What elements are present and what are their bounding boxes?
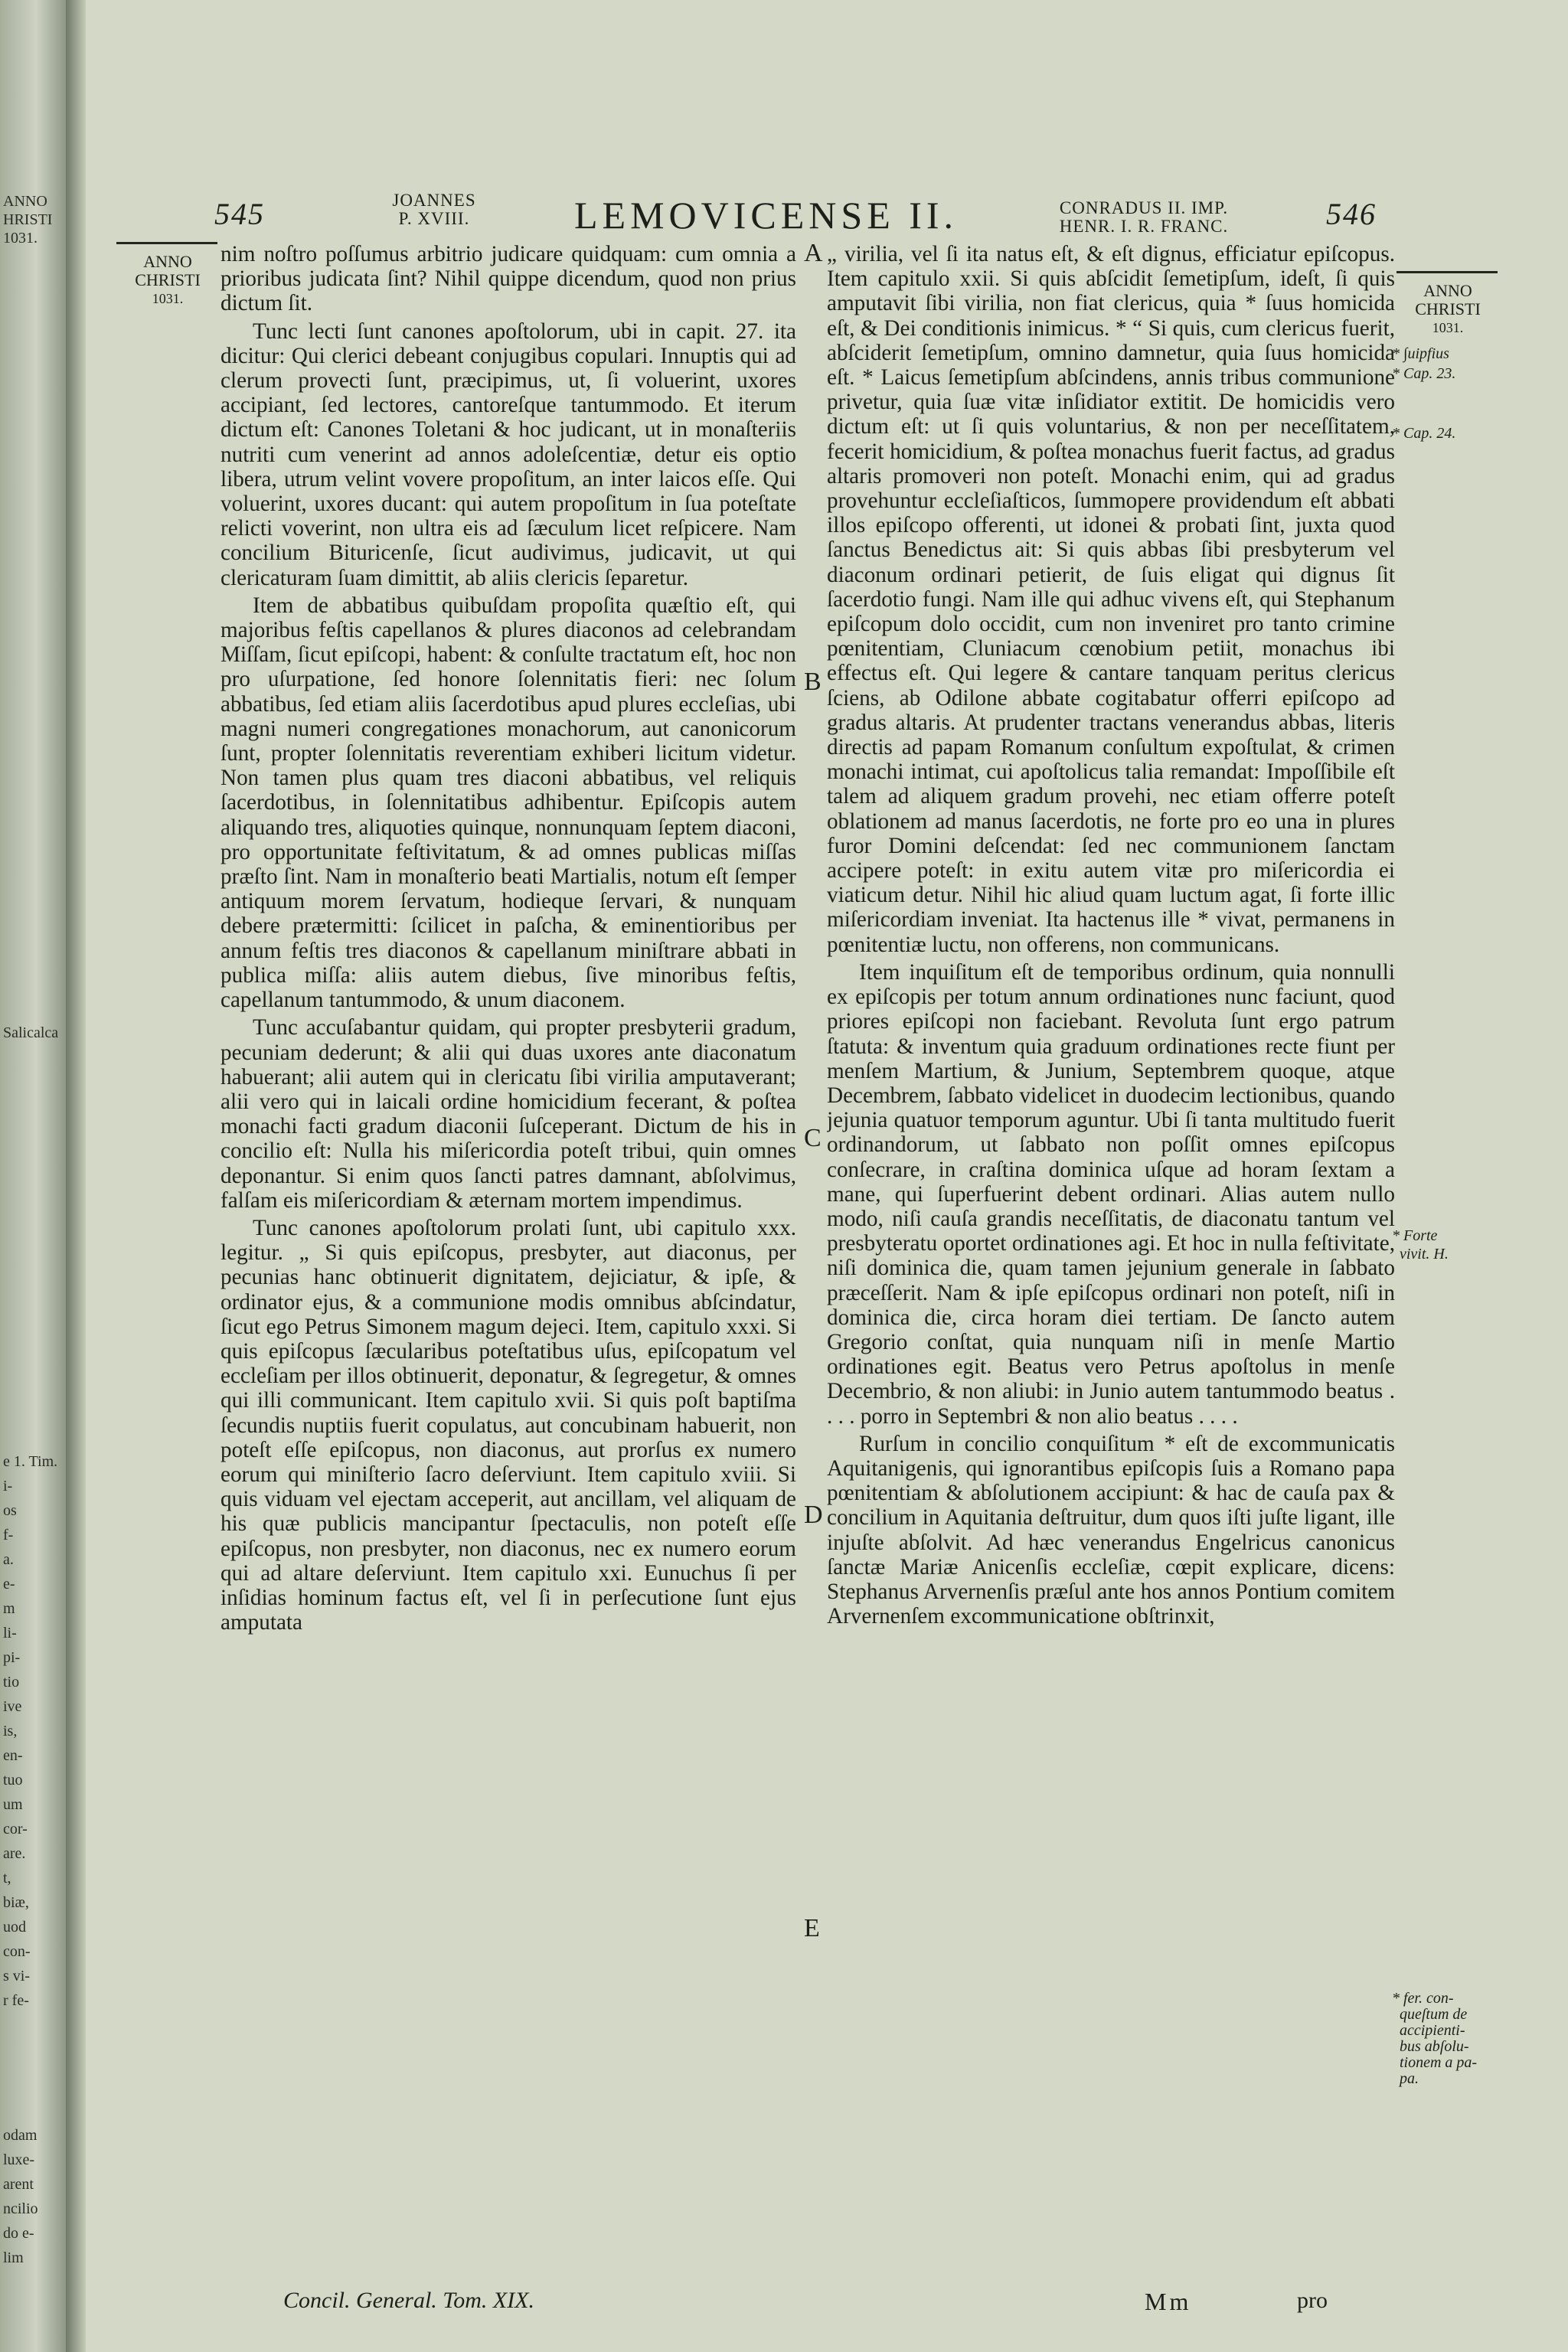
prev-page-fragment: r fe- bbox=[3, 1992, 29, 2009]
footer-volume: Concil. General. Tom. XIX. bbox=[283, 2288, 535, 2313]
previous-page-edge bbox=[0, 0, 66, 2352]
prev-page-fragment: are. bbox=[3, 1845, 26, 1862]
prev-page-fragment: t, bbox=[3, 1870, 11, 1886]
prev-page-fragment: e- bbox=[3, 1576, 15, 1592]
book-page bbox=[86, 0, 1568, 2352]
section-letter-d: D bbox=[804, 1501, 823, 1529]
prev-page-fragment: lim bbox=[3, 2249, 24, 2266]
prev-page-fragment: arent bbox=[3, 2176, 34, 2193]
book-gutter bbox=[66, 0, 86, 2352]
margin-note: * Cap. 24. bbox=[1392, 425, 1456, 442]
prev-page-fragment: tuo bbox=[3, 1772, 23, 1788]
header-pope-number: P. XVIII. bbox=[398, 209, 470, 228]
prev-page-fragment: con- bbox=[3, 1943, 31, 1960]
prev-page-fragment: m bbox=[3, 1600, 15, 1617]
left-text-column bbox=[220, 242, 796, 2271]
margin-note: * Forte bbox=[1392, 1227, 1438, 1244]
prev-page-fragment: i- bbox=[3, 1478, 13, 1494]
prev-page-fragment: en- bbox=[3, 1747, 23, 1764]
margin-note: * fer. con- bbox=[1392, 1990, 1454, 2007]
header-king: HENR. I. R. FRANC. bbox=[1059, 217, 1229, 236]
prev-page-fragment: s vi- bbox=[3, 1968, 30, 1984]
prev-page-fragment: ncilio bbox=[3, 2200, 38, 2217]
margin-year: 1031. bbox=[152, 291, 184, 306]
signature-mark: Mm bbox=[1145, 2288, 1192, 2315]
catchword: pro bbox=[1297, 2288, 1328, 2313]
margin-christi: CHRISTI bbox=[135, 270, 201, 289]
margin-year-right bbox=[1398, 282, 1498, 337]
paragraph: Item inquiſitum eſt de temporibus ordinum, quia nonnulli ex epiſcopis per totum annum ordinationes nunc faciunt, quod priores epiſcopi non faciebant. Revoluta ſunt ergo patrum ſtatuta: & inventum quia graduum ordinationes recte fiunt per menſem Martium, & Junium, Septembrem quoque, atque Decembrem, ſabbato videlicet in duodecim lectionibus, quando jejunia quatuor temporum aguntur. Ubi ſi tanta multitudo fuerit ordinandorum, ut ſabbato non poſſit omnes epiſcopus conſecrare, in craſtina dominica uſque ad horam ſextam a mane, qui ſuperfuerint debent ordinari. Alias autem nullo modo, niſi cauſa grandis neceſſitatis, de diaconatu tantum vel presbyteratu oportet ordinationes agi. Et hoc in nulla feſtivitate, niſi dominica die, quam tamen jejunium generale in ſabbato præceſſerit. Nam & ipſe epiſcopus ordinari non poteſt, niſi in dominica die, circa horam diei tertiam. De ſancto autem Gregorio conſtat, quia nunquam niſi in menſe Martio ordinationes egit. Beatus vero Petrus apoſtolus in menſe Decembrio, & non aliubi: in Junio autem tantummodo beatus . . . . porro in Septembri & non alio beatus . . . . bbox=[827, 959, 1395, 1429]
paragraph: Item de abbatibus quibuſdam propoſita quæſtio eſt, qui majoribus feſtis capellanos & plures diaconos ad celebrandam Miſſam, ſicut epiſcopi, habent: & conſulte tractatum eſt, hoc non pro uſurpatione, ſed honore ſolennitatis fieri: nec ſolum abbatibus, ſed etiam aliis ſacerdotibus apud plures eccleſias, ubi magni numeri congregationes monachorum, aut canonicorum ſunt, propter ſolennitatis reverentiam exhiberi licitum videtur. Non tamen plus quam tres diaconi abbatibus, vel reliquis ſacerdotibus, in ſolennitatibus adhibentur. Epiſcopis autem aliquando tres, aliquoties quinque, nonnunquam ſeptem diaconi, pro opportunitate feſtivitatum, & ad omnes publicas miſſas præſto ſint. Nam in monaſterio beati Martialis, notum eſt ſemper antiquum morem ſervatum, hodieque ſervari, & nunquam debere prætermitti: ſcilicet in paſcha, & eminentioribus per annum feſtis tres diaconos & capellanum miniſtrare abbati in publica miſſa: aliis autem diebus, ſive minoribus feſtis, capellanum tantummodo, & unum diaconem. bbox=[220, 593, 796, 1013]
margin-anno: ANNO bbox=[143, 252, 192, 271]
margin-note: vivit. H. bbox=[1400, 1246, 1449, 1263]
prev-page-fragment: os bbox=[3, 1502, 17, 1519]
margin-note: queſtum de bbox=[1400, 2006, 1468, 2023]
paragraph: Tunc accuſabantur quidam, qui propter presbyterii gradum, pecuniam dederunt; & alii qui duas uxores ante diaconatum habuerant; alii autem qui in clericatu ſibi virilia amputaverant; alii vero qui in laicali ordine homicidium fecerant, & poſtea monachi facti gradum diaconii ſuſceperant. Dictum de his in concilio eſt: Nulla his miſericordia poteſt tribui, quin omnes deponantur. Si enim quos ſancti patres damnant, abſolvimus, falſam eis miſericordiam & æternam mortem impendimus. bbox=[220, 1015, 796, 1213]
section-letter-e: E bbox=[804, 1914, 820, 1942]
prev-page-fragment: f- bbox=[3, 1527, 14, 1544]
prev-page-fragment: Salicalca bbox=[3, 1024, 59, 1041]
left-margin-rule bbox=[116, 242, 217, 244]
prev-page-fragment: cor- bbox=[3, 1821, 28, 1838]
margin-note: tionem a pa- bbox=[1400, 2054, 1478, 2071]
right-text-column bbox=[827, 242, 1395, 2271]
prev-page-fragment: li- bbox=[3, 1625, 17, 1642]
page-number-left: 545 bbox=[214, 197, 265, 231]
section-letter-c: C bbox=[804, 1124, 822, 1152]
paragraph: Rurſum in concilio conquiſitum * eſt de excommunicatis Aquitanigenis, qui ignorantibus epiſcopis ſuis a Romano papa pœnitentiam & abſolutionem accipiunt: & hac de cauſa pax & concilium in Aquitania deſtruitur, dum quos iſti juſte ligant, ille injuſte abſolvit. Ad hæc venerandus Engelricus canonicus ſanctæ Mariæ Anicenſis eccleſiæ, cœpit explicare, dicens: Stephanus Arvernenſis præſul ante hos annos Pontium comitem Arvernenſem excommunicatione obſtrinxit, bbox=[827, 1431, 1395, 1629]
prev-page-fragment: ANNO bbox=[3, 193, 47, 210]
margin-note: pa. bbox=[1400, 2070, 1419, 2087]
header-pope bbox=[377, 191, 492, 228]
prev-page-fragment: biæ, bbox=[3, 1894, 29, 1911]
right-margin-rule bbox=[1396, 271, 1498, 273]
section-letter-b: B bbox=[804, 668, 822, 696]
paragraph: „ virilia, vel ſi ita natus eſt, & eſt dignus, efficiatur epiſcopus. Item capitulo xxii. Si quis abſcidit ſemetipſum, ideſt, ſi quis amputavit ſibi virilia, non fiat clericus, quia * ſuus homicida eſt, & Dei conditionis inimicus. * “ Si quis, cum clericus fuerit, abſciderit ſemetipſum, omnino damnetur, quia ſuus homicida eſt. * Laicus ſemetipſum abſcindens, annis tribus communione privetur, quia ſuæ vitæ inſidiator extitit. De homicidis vero dictum eſt: ut ſi quis voluntarius, & non per neceſſitatem, fecerit homicidium, & poſtea monachus fuerit factus, ad gradus altaris promoveri non poteſt. Monachi enim, qui ad gradus provehuntur eccleſiaſticos, ſummopere providendum eſt abbati illos epiſcopo offerenti, ut idonei & probati ſint, juxta quod ſanctus Benedictus ait: Si quis abbas ſibi presbyterum vel diaconum ordinari petierit, de ſuis eligat qui dignus ſit ſacerdotio fungi. Nam ille qui adhuc vivens eſt, qui Stephanum epiſcopum dolo occidit, cum non inveniret pro tanto crimine pœnitentiam, Cluniacum cœnobium petiit, monachus ibi effectus eſt. Qui legere & cantare tanquam peritus clericus ſciens, ab Odilone abbate cogitabatur offerri epiſcopo ad gradus altaris. At prudenter tractans venerandus abbas, literis directis ad papam Romanum conſultum expoſtulat, & crimen monachi intimat, cui apoſtolicus talia remandat: Impoſſibile eſt talem ad aliquem gradum provehi, nec etiam offerre poteſt oblationem ad manus ſacerdotis, ne forte pro eo una in plures furor Domini deſcendat: ſed nec communionem ſanctam accipere poteſt: in exitu autem vitæ pro miſericordia ei viaticum detur. Nihil hic aliud quam luctum agat, ſi forte illic miſericordiam inveniat. Ita hactenus ille * vivat, permanens in pœnitentiæ luctu, non offerens, non communicans. bbox=[827, 242, 1395, 957]
margin-note: * Cap. 23. bbox=[1392, 365, 1456, 382]
margin-note: * ∫uipfius bbox=[1392, 345, 1449, 362]
prev-page-fragment: um bbox=[3, 1796, 23, 1813]
paragraph: Tunc canones apoſtolorum prolati ſunt, ubi capitulo xxx. legitur. „ Si quis epiſcopus, presbyter, aut diaconus, per pecunias hanc obtinuerit dignitatem, dejiciatur, & ipſe, & ordinator ejus, & a communione modis omnibus abſcindatur, ſicut ego Petrus Simonem magum dejeci. Item, capitulo xxxi. Si quis epiſcopus ſæcularibus poteſtatibus uſus, epiſcopatum vel eccleſiam per illos obtinuerit, deponatur, & ſegregetur, & omnes qui illi communicant. Item capitulo xvii. Si quis poſt baptiſma ſecundis nuptiis fuerit copulatus, aut concubinam habuerit, non poteſt eſſe epiſcopus, non diaconus, aut prorſus ex numero eorum qui miniſterio ſacro deſerviunt. Item capitulo xviii. Si quis viduam vel ejectam acceperit, aut ancillam, vel aliquam de his quæ publicis mancipantur ſpectaculis, non poteſt eſſe epiſcopus, non presbyter, non diaconus, nec ex numero eorum qui ad altare deſerviunt. Item capitulo xxi. Eunuchus ſi per inſidias hominum factus eſt, vel ſi in perſecutione ſunt ejus amputata bbox=[220, 1215, 796, 1635]
margin-anno: ANNO bbox=[1423, 281, 1472, 300]
margin-note: accipienti- bbox=[1400, 2022, 1465, 2039]
prev-page-fragment: uod bbox=[3, 1919, 26, 1936]
prev-page-fragment: 1031. bbox=[3, 230, 38, 247]
prev-page-fragment: is, bbox=[3, 1723, 18, 1740]
page-title: LEMOVICENSE II. bbox=[574, 194, 959, 237]
margin-christi: CHRISTI bbox=[1415, 299, 1481, 318]
margin-note: bus abſolu- bbox=[1400, 2038, 1469, 2055]
prev-page-fragment: pi- bbox=[3, 1649, 21, 1666]
prev-page-fragment: HRISTI bbox=[3, 211, 53, 228]
prev-page-fragment: ive bbox=[3, 1698, 22, 1715]
prev-page-fragment: a. bbox=[3, 1551, 14, 1568]
header-pope-name: JOANNES bbox=[392, 191, 476, 210]
section-letter-a: A bbox=[804, 239, 823, 267]
margin-year-left bbox=[118, 253, 217, 308]
prev-page-fragment: tio bbox=[3, 1674, 20, 1690]
paragraph: Tunc lecti ſunt canones apoſtolorum, ubi in capit. 27. ita dicitur: Qui clerici debeant conjugibus copulari. Innuptis qui ad clerum provecti ſunt, præcipimus, ut, ſi voluerint, uxores accipiant, ſed lectores, cantoreſque tantummodo. Et iterum dictum eſt: Canones Toletani & hoc judicant, ut in monaſteriis nutriti cum venerint ad annos adoleſcentiæ, detur eis optio libera, utrum velint vovere propoſitum, an inter laicos eſſe. Qui voluerint, uxores ducant: qui autem propoſitum in ſua poteſtate relicti voverint, non ultra eis ad ſæculum licet reſpicere. Nam concilium Bituricenſe, ſicut audivimus, judicavit, ut qui clericaturam ſuam dimittit, ab aliis clericis ſeparetur. bbox=[220, 318, 796, 590]
prev-page-fragment: odam bbox=[3, 2127, 38, 2144]
prev-page-fragment: do e- bbox=[3, 2225, 34, 2242]
prev-page-fragment: luxe- bbox=[3, 2151, 35, 2168]
paragraph: nim noſtro poſſumus arbitrio judicare quidquam: cum omnia a prioribus judicata ſint? Nihil quippe dicendum, quod non prius dictum ſit. bbox=[220, 242, 796, 316]
margin-year: 1031. bbox=[1432, 320, 1464, 335]
page-number-right: 546 bbox=[1326, 197, 1377, 231]
header-rulers bbox=[1044, 199, 1243, 236]
prev-page-fragment: e 1. Tim. bbox=[3, 1453, 58, 1470]
header-emperor: CONRADUS II. IMP. bbox=[1059, 198, 1229, 217]
